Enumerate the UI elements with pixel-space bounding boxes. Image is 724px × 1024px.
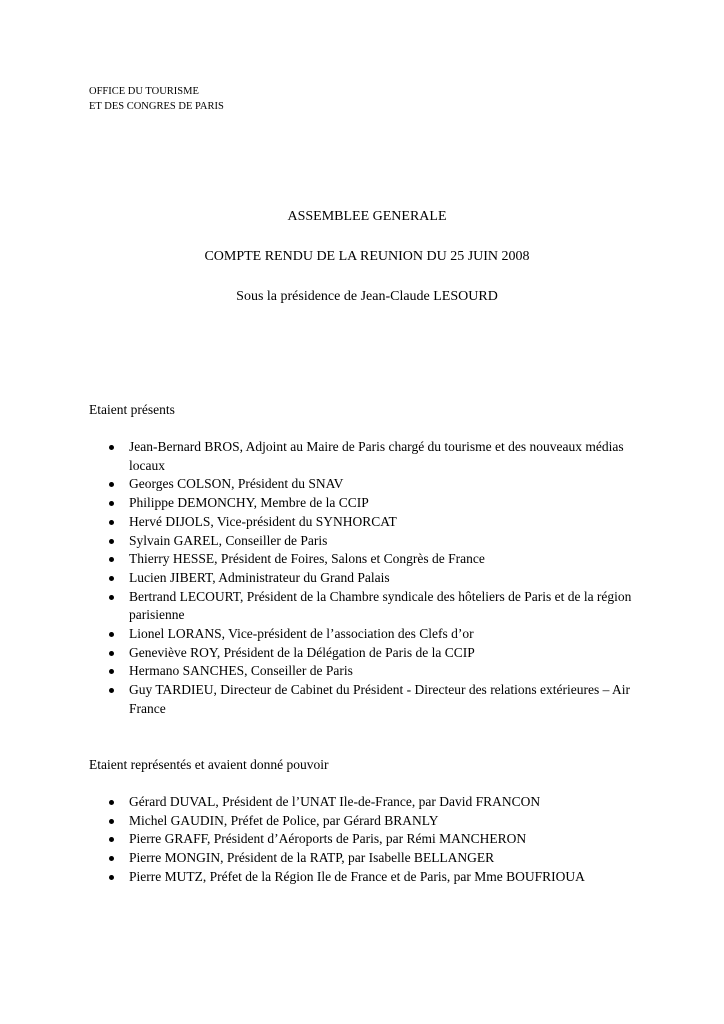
represented-heading: Etaient représentés et avaient donné pouvoir (89, 757, 329, 772)
bullet-icon (109, 688, 114, 693)
list-item-text: Pierre MUTZ, Préfet de la Région Ile de France et de Paris, par Mme BOUFRIOUA (129, 868, 585, 884)
letterhead-line-2: ET DES CONGRES DE PARIS (89, 101, 224, 112)
bullet-icon (109, 520, 114, 525)
list-item (89, 513, 649, 532)
list-item (89, 569, 649, 588)
list-item-text: Hervé DIJOLS, Vice-président du SYNHORCAT (129, 513, 397, 529)
bullet-icon (109, 595, 114, 600)
list-item-text: Hermano SANCHES, Conseiller de Paris (129, 663, 353, 679)
bullet-icon (109, 819, 114, 824)
list-item (89, 644, 649, 663)
list-item (89, 868, 649, 887)
bullet-icon (109, 576, 114, 581)
list-item-text: Pierre GRAFF, Président d’Aéroports de Paris, par Rémi MANCHERON (129, 831, 527, 847)
list-item (89, 830, 649, 849)
bullet-icon (109, 669, 114, 674)
list-item-text: Lucien JIBERT, Administrateur du Grand Palais (129, 569, 390, 585)
present-heading: Etaient présents (89, 402, 175, 417)
bullet-icon (109, 875, 114, 880)
list-item (89, 438, 649, 475)
list-item-text: Gérard DUVAL, Président de l’UNAT Ile-de-France, par David FRANCON (129, 794, 541, 809)
bullet-icon (109, 800, 114, 805)
list-item-text: Thierry HESSE, Président de Foires, Salons et Congrès de France (129, 551, 485, 567)
bullet-icon (109, 856, 114, 861)
bullet-icon (109, 632, 114, 637)
document-title: ASSEMBLEE GENERALE (287, 209, 447, 224)
list-item (89, 681, 649, 718)
letterhead-line-1: OFFICE DU TOURISME (89, 86, 199, 97)
list-item (89, 494, 649, 513)
presidency-line: Sous la présidence de Jean-Claude LESOURD (236, 289, 498, 304)
list-item-text: Bertrand LECOURT, Président de la Chambre syndicale des hôteliers de Paris et de la région parisienne (129, 588, 632, 623)
bullet-icon (109, 837, 114, 842)
list-item (89, 849, 649, 868)
list-item (89, 588, 649, 625)
list-item (89, 662, 649, 681)
list-item-text: Pierre MONGIN, Président de la RATP, par Isabelle BELLANGER (129, 850, 495, 866)
bullet-icon (109, 539, 114, 544)
list-item-text: Sylvain GAREL, Conseiller de Paris (129, 532, 328, 548)
document-subtitle: COMPTE RENDU DE LA REUNION DU 25 JUIN 2008 (204, 249, 530, 264)
bullet-icon (109, 651, 114, 656)
present-list (89, 438, 649, 719)
bullet-icon (109, 501, 114, 506)
list-item-text: Guy TARDIEU, Directeur de Cabinet du Président - Directeur des relations extérieures – Air France (129, 682, 631, 716)
list-item-text: Jean-Bernard BROS, Adjoint au Maire de Paris chargé du tourisme et des nouveaux médias locaux (129, 439, 624, 473)
list-item (89, 475, 649, 494)
list-item (89, 793, 649, 812)
list-item-text: Michel GAUDIN, Préfet de Police, par Gérard BRANLY (129, 812, 439, 828)
list-item (89, 625, 649, 644)
list-item (89, 812, 649, 831)
represented-list (89, 793, 649, 887)
bullet-icon (109, 445, 114, 450)
bullet-icon (109, 557, 114, 562)
list-item-text: Lionel LORANS, Vice-président de l’association des Clefs d’or (129, 626, 474, 642)
list-item-text: Geneviève ROY, Président de la Délégation de Paris de la CCIP (129, 644, 475, 660)
list-item (89, 532, 649, 551)
bullet-icon (109, 482, 114, 487)
list-item-text: Philippe DEMONCHY, Membre de la CCIP (129, 495, 369, 511)
list-item-text: Georges COLSON, Président du SNAV (129, 476, 344, 492)
list-item (89, 550, 649, 569)
letterhead (89, 84, 224, 114)
